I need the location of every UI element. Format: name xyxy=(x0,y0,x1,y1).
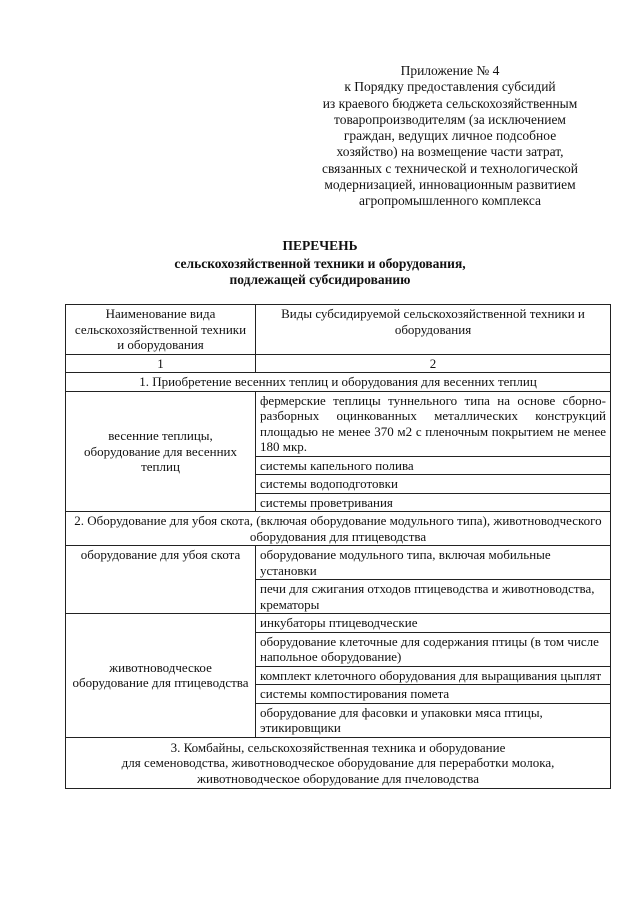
appendix-line: агропромышленного комплекса xyxy=(359,193,541,209)
item-cell: фермерские теплицы туннельного типа на основе сборно-разборных оцинкованных металлических конструкций площадью не менее 370 м2 с пленочным покрытием не менее 180 мкр. xyxy=(256,391,611,456)
appendix-line: из краевого бюджета сельскохозяйственным xyxy=(322,95,578,111)
section-row xyxy=(66,512,611,546)
document-title: ПЕРЕЧЕНЬ xyxy=(282,238,358,253)
item-cell: оборудование для фасовки и упаковки мяса птицы, этикировщики xyxy=(256,703,611,737)
appendix-line: Приложение № 4 xyxy=(400,63,500,78)
item-cell: системы капельного полива xyxy=(256,456,611,475)
group-slaughter: оборудование для убоя скота xyxy=(66,546,256,614)
column-number-1: 1 xyxy=(66,354,256,373)
section-3-title xyxy=(66,737,611,789)
table-row xyxy=(66,614,611,633)
header-cell-kinds: Виды субсидируемой сельскохозяйственной техники и оборудования xyxy=(256,305,611,355)
equipment-table xyxy=(65,304,611,789)
appendix-line: хозяйство) на возмещение части затрат, xyxy=(336,144,564,160)
item-cell: оборудование клеточные для содержания птицы (в том числе напольное оборудование) xyxy=(256,632,611,666)
item-cell: системы проветривания xyxy=(256,493,611,512)
appendix-line: граждан, ведущих личное подсобное xyxy=(343,128,557,144)
group-greenhouses: весенние теплицы, оборудование для весенних теплиц xyxy=(66,391,256,512)
section-2-title: 2. Оборудование для убоя скота, (включая оборудование модульного типа), животноводческого оборудования для птицеводства xyxy=(66,512,611,546)
section-row xyxy=(66,737,611,789)
document-subtitle-line1: сельскохозяйственной техники и оборудования, xyxy=(174,256,466,271)
header-cell-type: Наименование вида сельскохозяйственной техники и оборудования xyxy=(66,305,256,355)
appendix-block xyxy=(300,63,600,210)
table-row xyxy=(66,546,611,580)
document-subtitle-line2: подлежащей субсидированию xyxy=(229,272,411,287)
table-row xyxy=(66,391,611,456)
column-number-2: 2 xyxy=(256,354,611,373)
appendix-line: модернизацией, инновационным развитием xyxy=(324,177,576,193)
section-3-line: 3. Комбайны, сельскохозяйственная техника и оборудование xyxy=(170,739,506,755)
group-poultry: животноводческое оборудование для птицеводства xyxy=(66,614,256,738)
section-row xyxy=(66,373,611,392)
appendix-line: товаропроизводителям (за исключением xyxy=(334,111,566,127)
section-3-line: для семеноводства, животноводческое оборудование для переработки молока, xyxy=(121,755,555,770)
appendix-line: связанных с технической и технологической xyxy=(321,160,579,176)
item-cell: печи для сжигания отходов птицеводства и животноводства, крематоры xyxy=(256,580,611,614)
section-1-title: 1. Приобретение весенних теплиц и оборудования для весенних теплиц xyxy=(66,373,611,392)
item-cell: оборудование модульного типа, включая мобильные установки xyxy=(256,546,611,580)
item-cell: инкубаторы птицеводческие xyxy=(256,614,611,633)
table-header-row xyxy=(66,305,611,355)
section-3-line: животноводческое оборудование для пчеловодства xyxy=(197,770,479,786)
item-cell: комплект клеточного оборудования для выращивания цыплят xyxy=(256,666,611,685)
item-cell: системы компостирования помета xyxy=(256,685,611,704)
item-cell: системы водоподготовки xyxy=(256,475,611,494)
appendix-line: к Порядку предоставления субсидий xyxy=(344,79,556,95)
table-number-row xyxy=(66,354,611,373)
